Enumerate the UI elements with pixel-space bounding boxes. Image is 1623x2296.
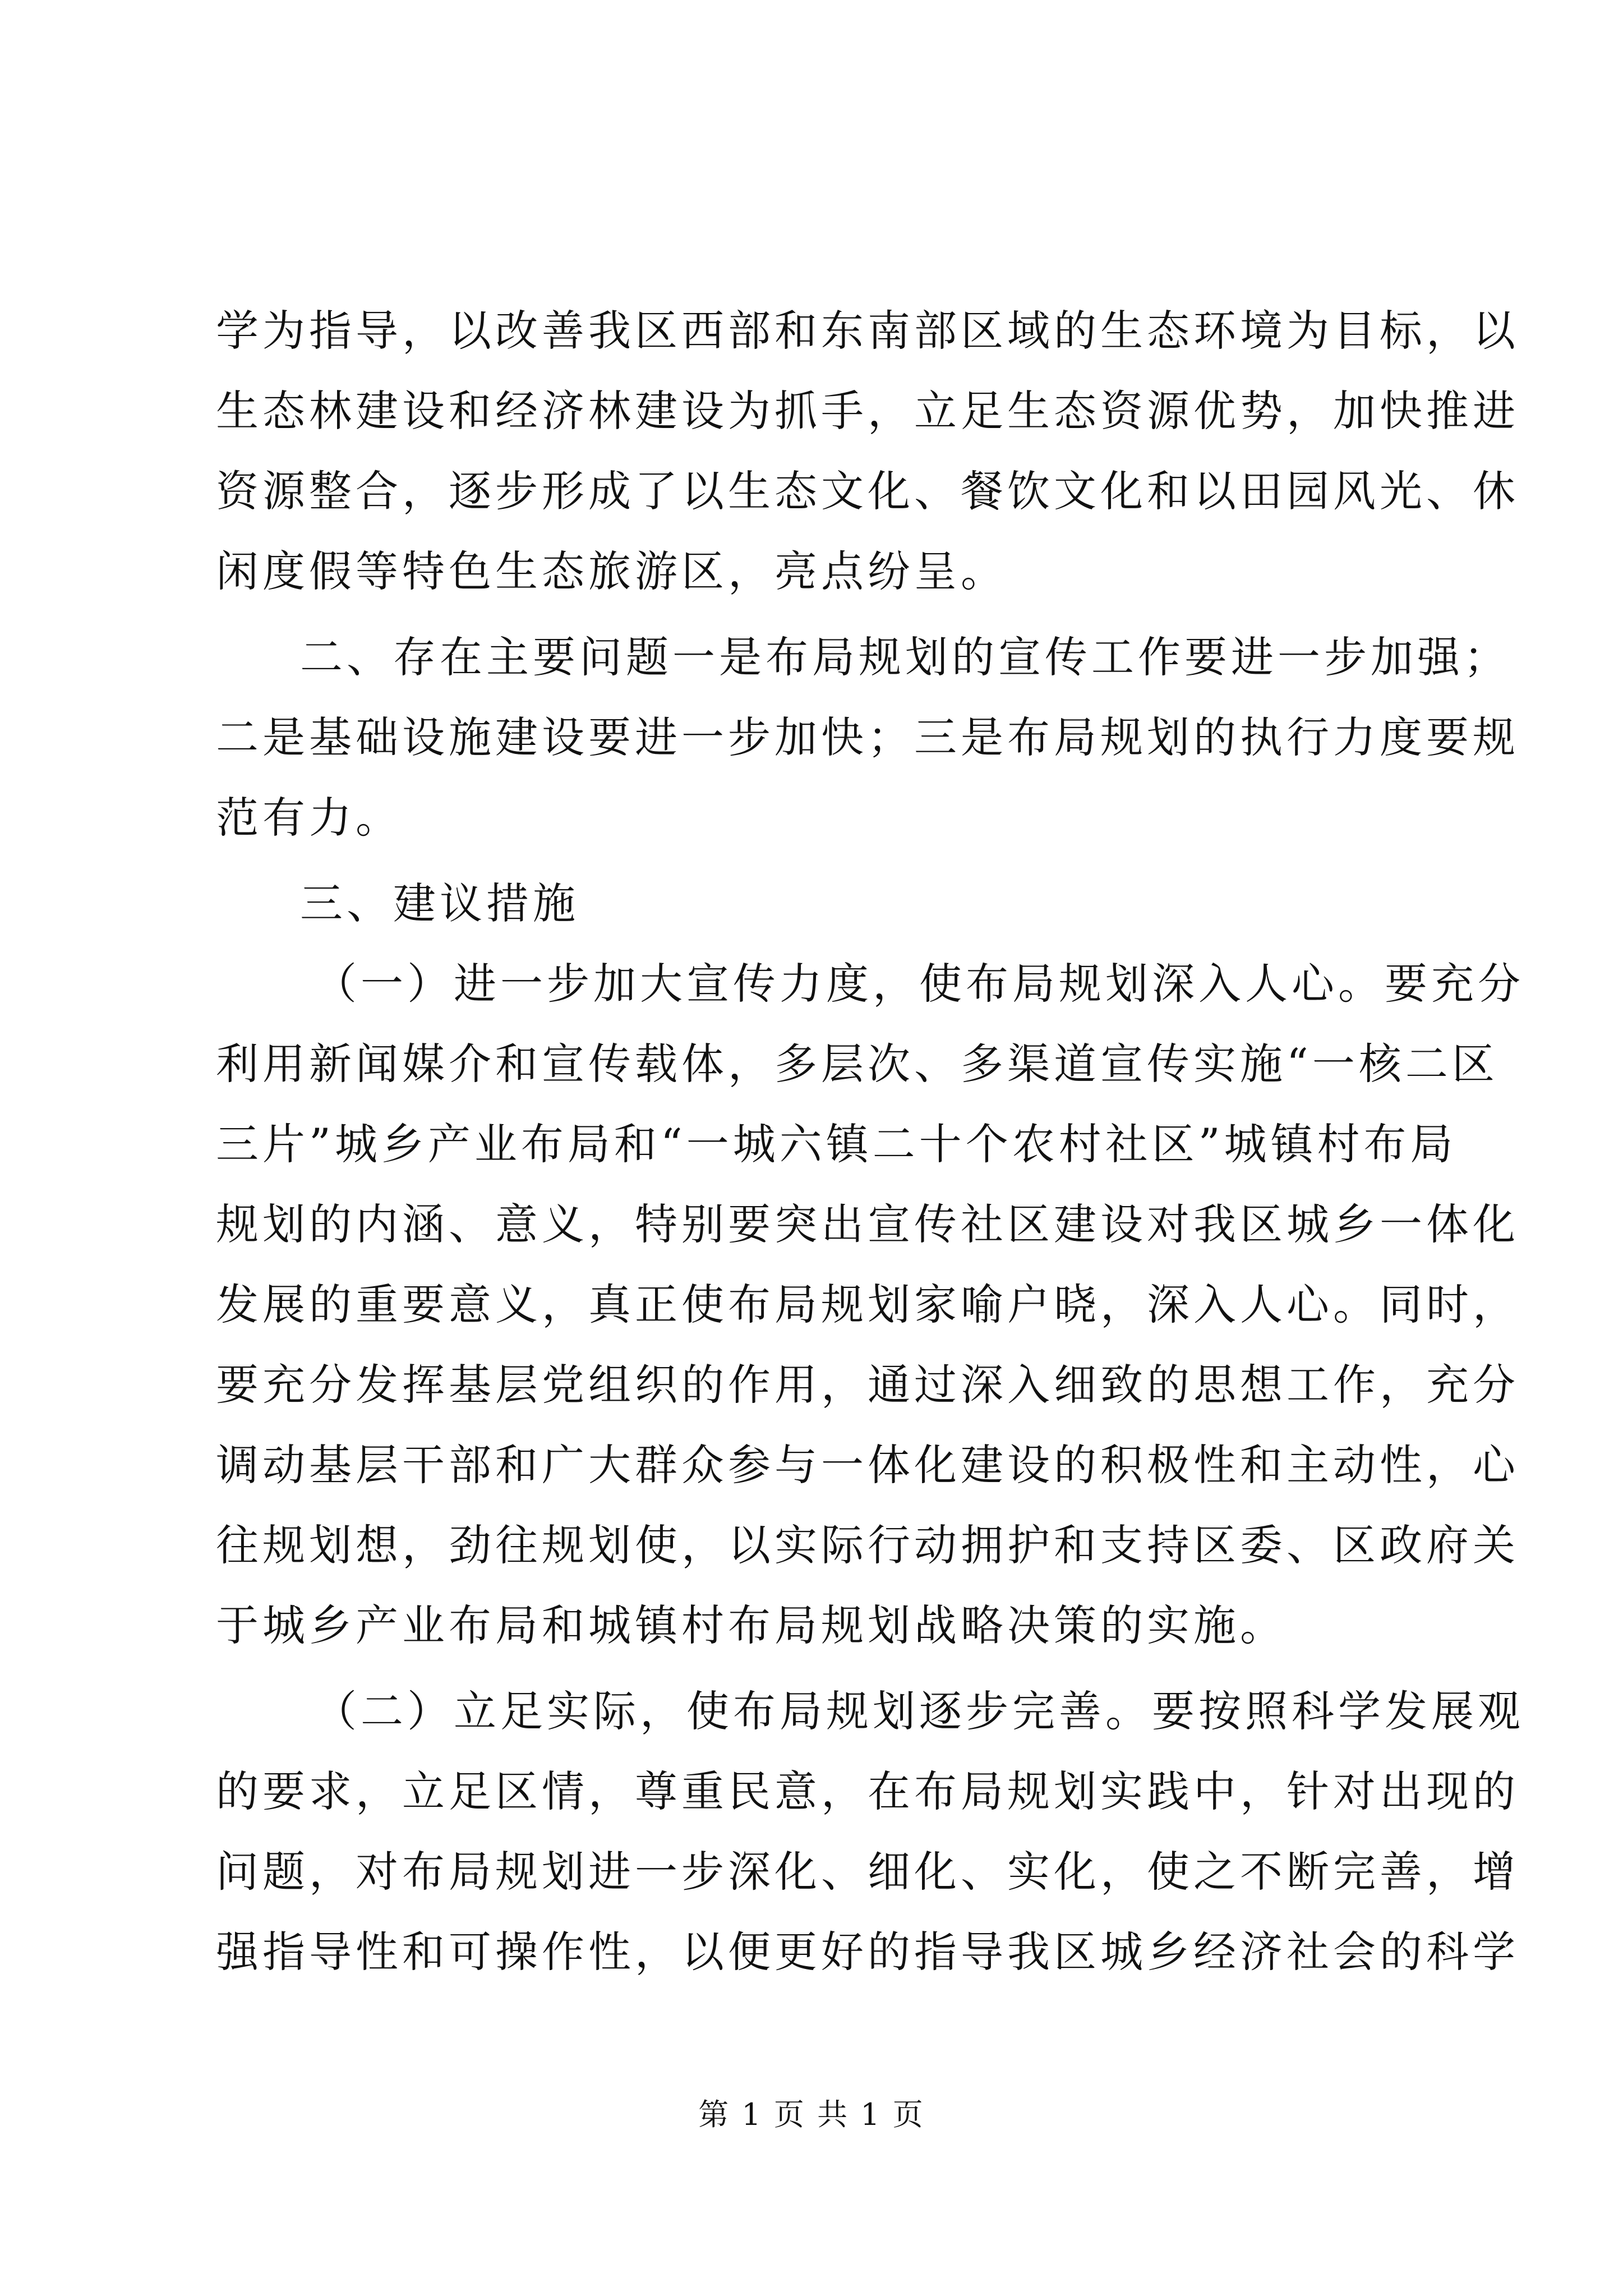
text-line: 要充分发挥基层党组织的作用，通过深入细致的思想工作，充分 xyxy=(216,1360,1519,1410)
text-line: 资源整合，逐步形成了以生态文化、餐饮文化和以田园风光、休 xyxy=(216,466,1519,516)
text-line: 的要求，立足区情，尊重民意，在布局规划实践中，针对出现的 xyxy=(216,1766,1519,1816)
subsection-two-heading-line: （二）立足实际，使布局规划逐步完善。要按照科学发展观 xyxy=(314,1686,1524,1736)
text-line: 发展的重要意义，真正使布局规划家喻户晓，深入人心。同时， xyxy=(216,1280,1519,1329)
page-number-footer: 第 1 页 共 1 页 xyxy=(698,2097,925,2132)
text-line: 调动基层干部和广大群众参与一体化建设的积极性和主动性，心 xyxy=(216,1440,1519,1490)
text-line: 二是基础设施建设要进一步加快；三是布局规划的执行力度要规 xyxy=(216,712,1519,762)
section-three-heading: 三、建议措施 xyxy=(300,878,579,928)
text-line: 范有力。 xyxy=(216,793,402,843)
text-line: 三片”城乡产业布局和“一城六镇二十个农村社区”城镇村布局 xyxy=(216,1119,1457,1169)
text-line: 问题，对布局规划进一步深化、细化、实化，使之不断完善，增 xyxy=(216,1847,1519,1897)
document-body xyxy=(216,291,1524,1992)
text-line: 规划的内涵、意义，特别要突出宣传社区建设对我区城乡一体化 xyxy=(216,1199,1519,1249)
text-line: 闲度假等特色生态旅游区，亮点纷呈。 xyxy=(216,546,1007,596)
text-line: 生态林建设和经济林建设为抓手，立足生态资源优势，加快推进 xyxy=(216,386,1519,436)
text-line: 学为指导，以改善我区西部和东南部区域的生态环境为目标，以 xyxy=(216,306,1519,356)
text-line: 强指导性和可操作性，以便更好的指导我区城乡经济社会的科学 xyxy=(216,1927,1519,1977)
text-line: 利用新闻媒介和宣传载体，多层次、多渠道宣传实施“一核二区 xyxy=(216,1039,1498,1089)
text-line: 往规划想，劲往规划使，以实际行动拥护和支持区委、区政府关 xyxy=(216,1520,1519,1570)
text-line: 于城乡产业布局和城镇村布局规划战略决策的实施。 xyxy=(216,1600,1287,1650)
section-two-heading-line: 二、存在主要问题一是布局规划的宣传工作要进一步加强； xyxy=(300,632,1510,682)
subsection-one-heading-line: （一）进一步加大宣传力度，使布局规划深入人心。要充分 xyxy=(314,959,1524,1009)
